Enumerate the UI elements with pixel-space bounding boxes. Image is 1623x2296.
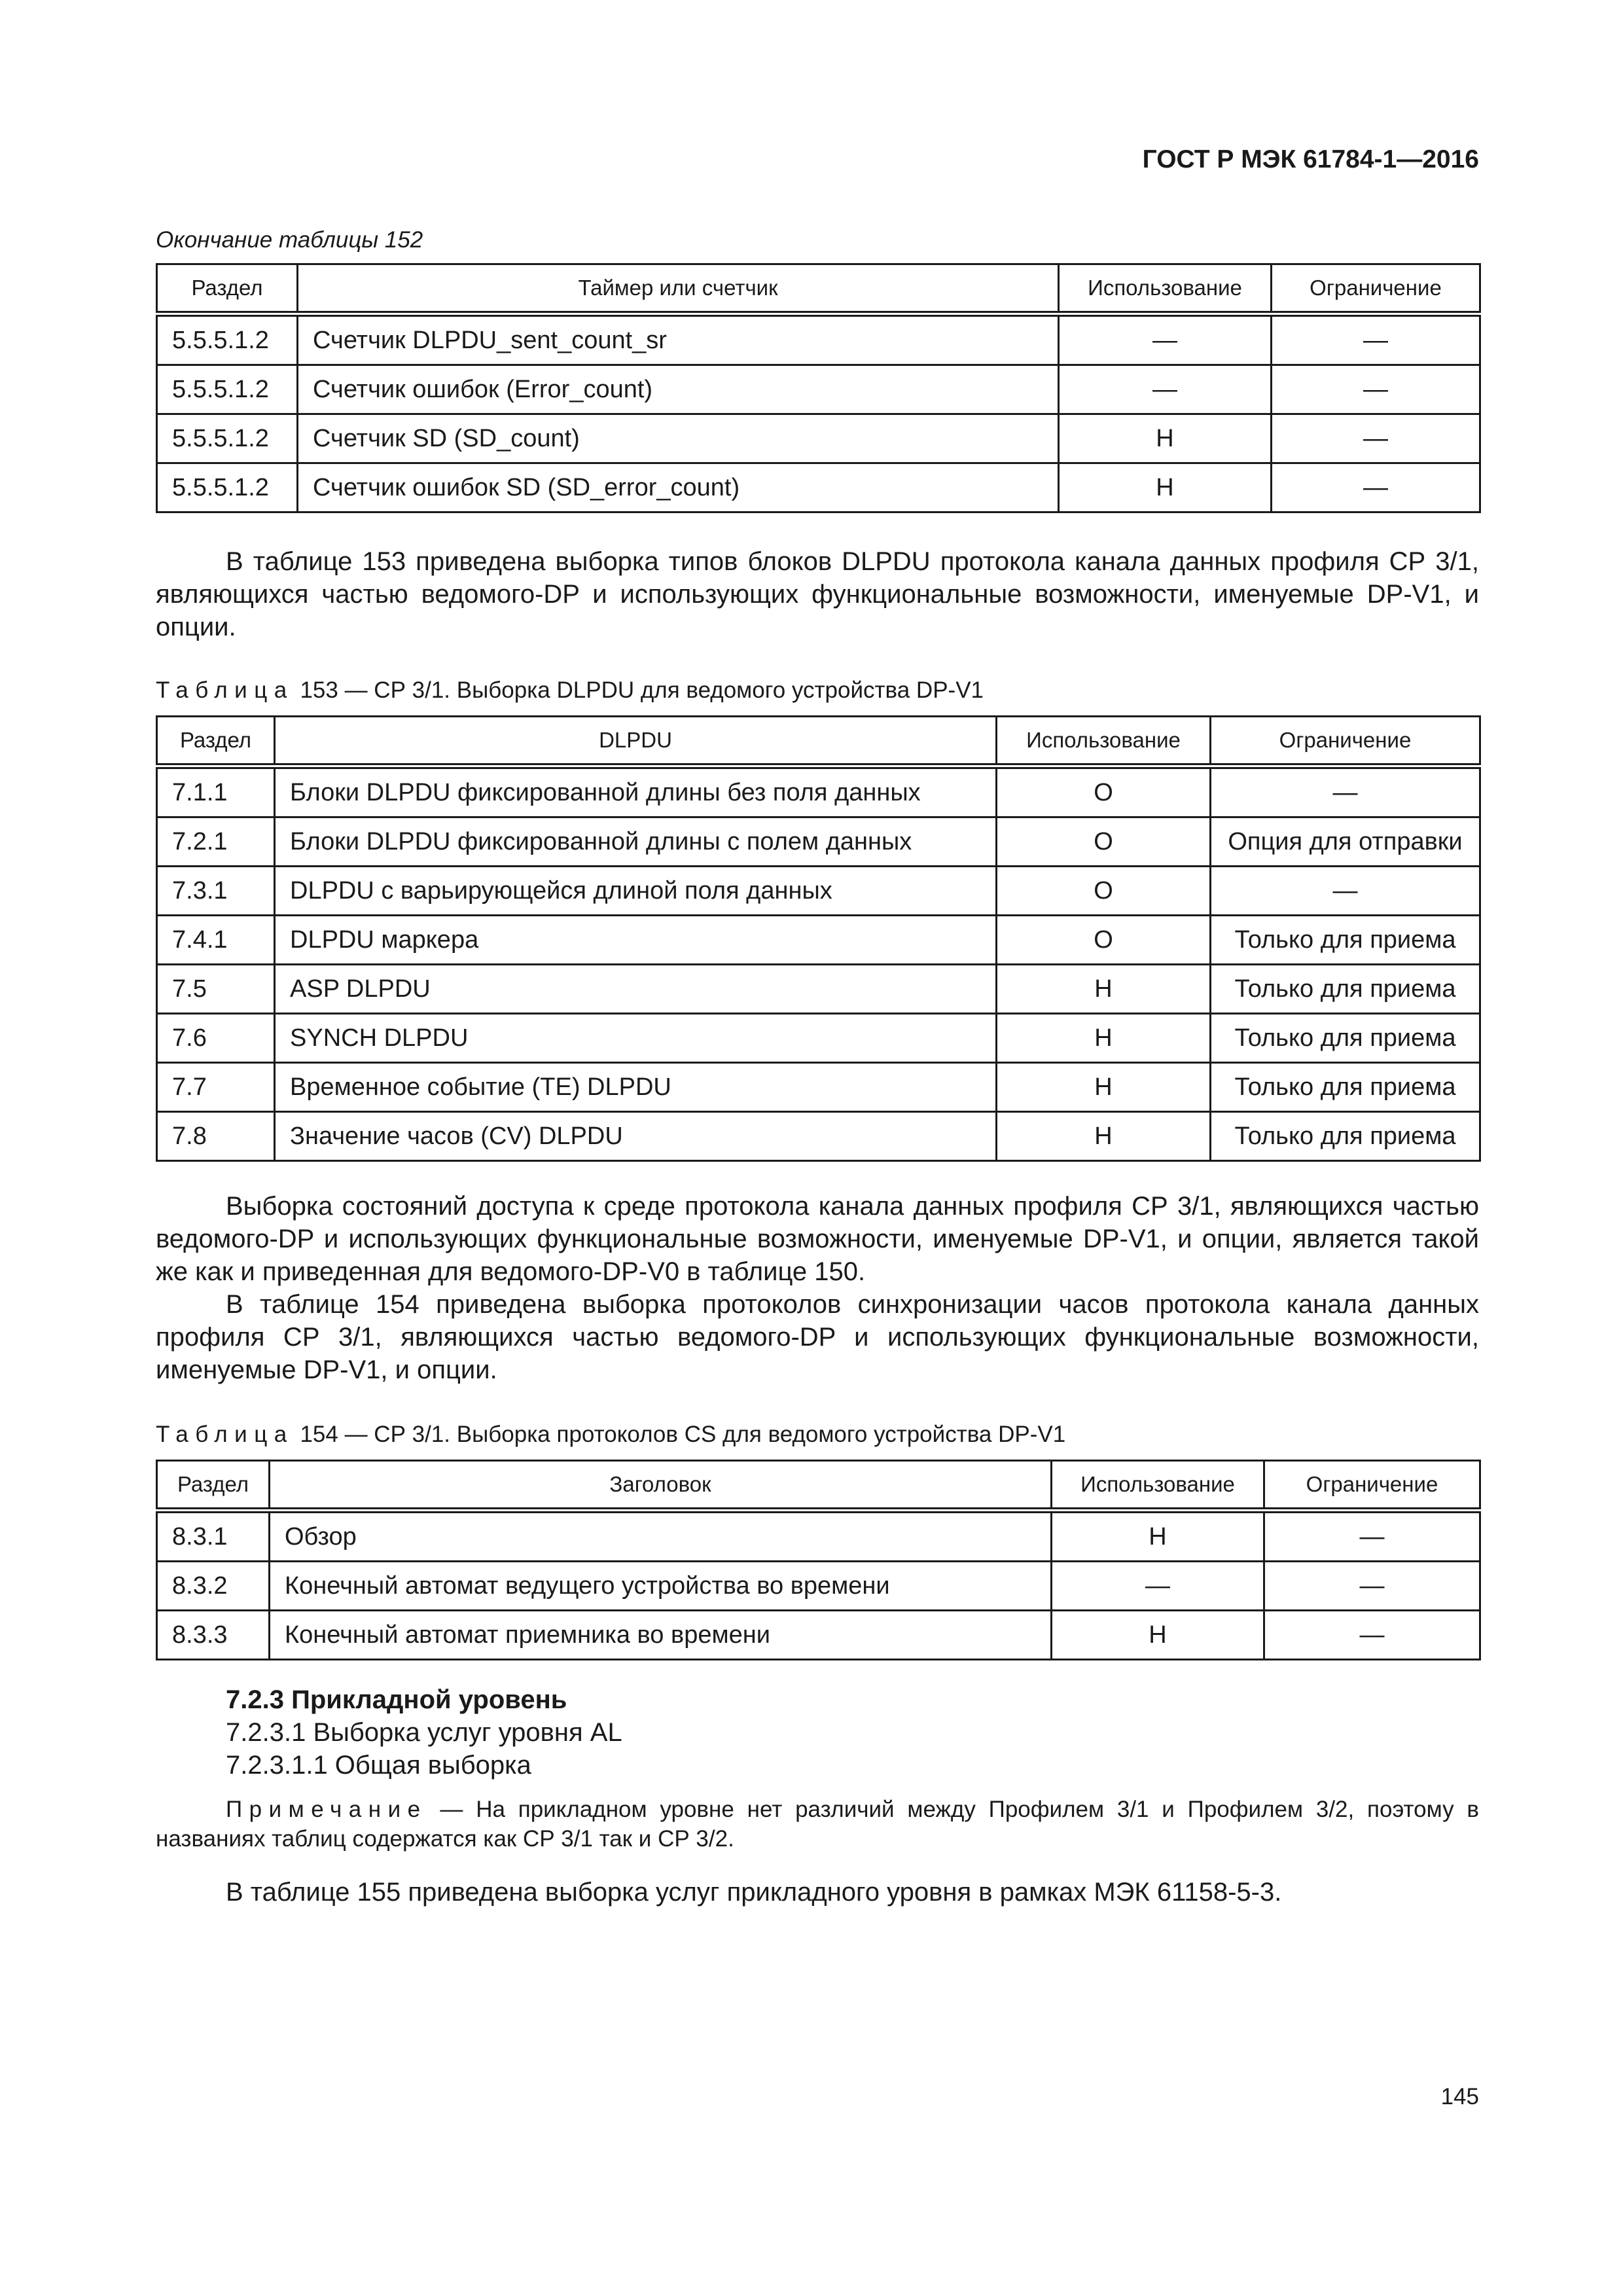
column-header: Использование (1059, 264, 1272, 314)
title-cell: Конечный автомат приемника во времени (270, 1611, 1052, 1660)
title-cell: Конечный автомат ведущего устройства во времени (270, 1562, 1052, 1611)
counter-cell: Счетчик SD (SD_count) (298, 414, 1059, 463)
column-header: Использование (997, 717, 1211, 766)
restriction-cell: Только для приема (1211, 1112, 1480, 1161)
restriction-cell: — (1211, 766, 1480, 817)
counter-cell: Счетчик ошибок (Error_count) (298, 365, 1059, 414)
table-row (157, 867, 1480, 916)
dlpdu-cell: Временное событие (ТЕ) DLPDU (275, 1063, 997, 1112)
section-cell: 8.3.3 (157, 1611, 270, 1660)
column-header: Раздел (157, 1461, 270, 1511)
dlpdu-cell: SYNCH DLPDU (275, 1014, 997, 1063)
usage-cell: Н (1059, 414, 1272, 463)
usage-cell: Н (997, 1063, 1211, 1112)
section-cell: 8.3.2 (157, 1562, 270, 1611)
restriction-cell: — (1272, 414, 1480, 463)
column-header: DLPDU (275, 717, 997, 766)
column-header: Ограничение (1272, 264, 1480, 314)
paragraph-text: В таблице 154 приведена выборка протоколов синхронизации часов протокола канала данных профиля СР 3/1, являющихся частью ведомого-DP и использующих функциональные возможности, именуемые DP-V1, и опции. (156, 1290, 1479, 1384)
section-cell: 5.5.5.1.2 (157, 365, 298, 414)
title-cell: Обзор (270, 1511, 1052, 1562)
dlpdu-cell: DLPDU маркера (275, 916, 997, 965)
table-row (157, 463, 1480, 512)
table-row (157, 314, 1480, 365)
paragraph-table-155-intro (156, 1876, 1479, 1909)
table-row (157, 1562, 1480, 1611)
table-header-row (157, 1461, 1480, 1511)
paragraph-text: В таблице 153 приведена выборка типов блоков DLPDU протокола канала данных профиля СР 3/1, являющихся частью ведомого-DP и использующих функциональные возможности, именуемые DP-V1, и опции. (156, 547, 1479, 641)
note-text: — На прикладном уровне нет различий между Профилем 3/1 и Профилем 3/2, поэтому в названиях таблиц содержатся как СР 3/1 так и СР 3/2. (156, 1797, 1479, 1852)
restriction-cell: Только для приема (1211, 1014, 1480, 1063)
column-header: Раздел (157, 264, 298, 314)
restriction-cell: — (1272, 314, 1480, 365)
column-header: Ограничение (1211, 717, 1480, 766)
usage-cell: Н (1059, 463, 1272, 512)
restriction-cell: Только для приема (1211, 1063, 1480, 1112)
restriction-cell: — (1264, 1511, 1480, 1562)
table-152-caption: Окончание таблицы 152 (156, 227, 423, 253)
note-label: Примечание (226, 1797, 427, 1822)
table-154 (156, 1460, 1481, 1660)
usage-cell: О (997, 766, 1211, 817)
table-row (157, 1112, 1480, 1161)
table-153-caption (156, 677, 984, 704)
section-cell: 7.6 (157, 1014, 275, 1063)
section-cell: 7.7 (157, 1063, 275, 1112)
caption-text: 154 — СР 3/1. Выборка протоколов CS для ведомого устройства DP-V1 (293, 1422, 1066, 1447)
table-row (157, 1511, 1480, 1562)
note (156, 1795, 1479, 1854)
usage-cell: Н (997, 1112, 1211, 1161)
table-row (157, 1611, 1480, 1660)
section-cell: 8.3.1 (157, 1511, 270, 1562)
subsubsection-heading: 7.2.3.1.1 Общая выборка (226, 1751, 531, 1780)
usage-cell: — (1059, 314, 1272, 365)
table-row (157, 1014, 1480, 1063)
caption-label: Таблица (156, 677, 294, 703)
column-header: Раздел (157, 717, 275, 766)
table-row (157, 1063, 1480, 1112)
column-header: Использование (1052, 1461, 1264, 1511)
usage-cell: Н (997, 1014, 1211, 1063)
section-cell: 7.1.1 (157, 766, 275, 817)
column-header: Таймер или счетчик (298, 264, 1059, 314)
table-row (157, 414, 1480, 463)
section-cell: 7.5 (157, 965, 275, 1014)
usage-cell: О (997, 916, 1211, 965)
paragraph-text: В таблице 155 приведена выборка услуг прикладного уровня в рамках МЭК 61158-5-3. (226, 1878, 1282, 1907)
restriction-cell: Только для приема (1211, 916, 1480, 965)
table-154-caption (156, 1422, 1065, 1448)
section-cell: 7.4.1 (157, 916, 275, 965)
paragraph-table-153-intro (156, 545, 1479, 643)
table-row (157, 766, 1480, 817)
table-153 (156, 715, 1481, 1162)
table-row (157, 817, 1480, 867)
dlpdu-cell: Блоки DLPDU фиксированной длины без поля данных (275, 766, 997, 817)
restriction-cell: — (1272, 463, 1480, 512)
table-header-row (157, 264, 1480, 314)
usage-cell: Н (1052, 1611, 1264, 1660)
restriction-cell: — (1264, 1611, 1480, 1660)
restriction-cell: — (1264, 1562, 1480, 1611)
usage-cell: — (1059, 365, 1272, 414)
counter-cell: Счетчик DLPDU_sent_count_sr (298, 314, 1059, 365)
restriction-cell: — (1272, 365, 1480, 414)
section-headings (226, 1683, 622, 1782)
restriction-cell: Только для приема (1211, 965, 1480, 1014)
standard-designation: ГОСТ Р МЭК 61784-1—2016 (1142, 145, 1479, 173)
dlpdu-cell: ASP DLPDU (275, 965, 997, 1014)
caption-label: Таблица (156, 1422, 294, 1447)
section-cell: 7.2.1 (157, 817, 275, 867)
dlpdu-cell: Блоки DLPDU фиксированной длины с полем данных (275, 817, 997, 867)
paragraph-text: Выборка состояний доступа к среде протокола канала данных профиля СР 3/1, являющихся частью ведомого-DP и использующих функциональные возможности, именуемые DP-V1, и опции, является такой же как и приведенная для ведомого-DP-V0 в таблице 150. (156, 1192, 1479, 1286)
section-cell: 5.5.5.1.2 (157, 314, 298, 365)
usage-cell: Н (997, 965, 1211, 1014)
table-row (157, 916, 1480, 965)
section-cell: 7.8 (157, 1112, 275, 1161)
caption-text: 153 — СР 3/1. Выборка DLPDU для ведомого устройства DP-V1 (293, 677, 984, 703)
restriction-cell: — (1211, 867, 1480, 916)
section-cell: 7.3.1 (157, 867, 275, 916)
section-heading: 7.2.3 Прикладной уровень (226, 1685, 567, 1714)
page-number: 145 (1440, 2084, 1479, 2109)
section-cell: 5.5.5.1.2 (157, 463, 298, 512)
dlpdu-cell: Значение часов (CV) DLPDU (275, 1112, 997, 1161)
table-header-row (157, 717, 1480, 766)
usage-cell: О (997, 817, 1211, 867)
counter-cell: Счетчик ошибок SD (SD_error_count) (298, 463, 1059, 512)
restriction-cell: Опция для отправки (1211, 817, 1480, 867)
table-152 (156, 263, 1481, 513)
usage-cell: — (1052, 1562, 1264, 1611)
section-cell: 5.5.5.1.2 (157, 414, 298, 463)
subsection-heading: 7.2.3.1 Выборка услуг уровня AL (226, 1718, 622, 1747)
table-row (157, 365, 1480, 414)
usage-cell: О (997, 867, 1211, 916)
usage-cell: Н (1052, 1511, 1264, 1562)
column-header: Ограничение (1264, 1461, 1480, 1511)
body-text-block (156, 1190, 1479, 1386)
dlpdu-cell: DLPDU с варьирующейся длиной поля данных (275, 867, 997, 916)
column-header: Заголовок (270, 1461, 1052, 1511)
table-row (157, 965, 1480, 1014)
